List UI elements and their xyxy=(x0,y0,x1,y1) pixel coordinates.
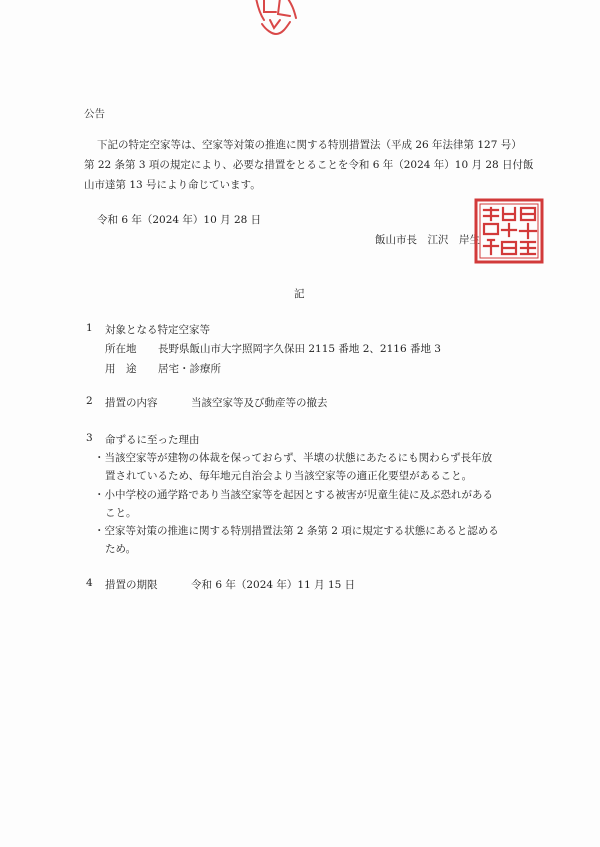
ki-heading: 記 xyxy=(294,288,305,300)
official-seal xyxy=(474,198,544,264)
notice-body-line-1: 下記の特定空家等は、空家等対策の推進に関する特別措置法（平成 26 年法律第 127 号） xyxy=(97,139,522,151)
section-1-number: 1 xyxy=(86,322,93,334)
section-4-title: 措置の期限 xyxy=(105,579,158,591)
reason-bullet-1-line-2: 置されているため、毎年地元自治会より当該空家等の適正化要望があること。 xyxy=(105,470,473,482)
location-label: 所在地 xyxy=(105,343,137,355)
notice-body-line-2: 第 22 条第 3 項の規定により、必要な措置をとることを令和 6 年（2024 年）10 月 28 日付飯 xyxy=(84,159,534,171)
reason-bullet-3-line-1: ・空家等対策の推進に関する特別措置法第 2 条第 2 項に規定する状態にあると認める xyxy=(94,525,499,537)
reason-bullet-2-line-2: こと。 xyxy=(105,507,137,519)
use-label: 用 途 xyxy=(105,363,137,375)
use-value: 居宅・診療所 xyxy=(158,363,221,375)
section-3-title: 命ずるに至った理由 xyxy=(105,434,200,446)
reason-bullet-1-line-1: ・当該空家等が建物の体裁を保っておらず、半壊の状態にあたるにも関わらず長年放 xyxy=(94,452,493,464)
reason-bullet-2-line-1: ・小中学校の通学路であり当該空家等を起因とする被害が児童生徒に及ぶ恐れがある xyxy=(94,489,493,501)
section-4-number: 4 xyxy=(86,577,93,589)
signatory: 飯山市長 江沢 岸生 xyxy=(375,234,480,246)
notice-title: 公告 xyxy=(84,108,105,120)
section-2-number: 2 xyxy=(86,395,93,407)
top-stamp-graphic xyxy=(250,0,302,40)
notice-date: 令和 6 年（2024 年）10 月 28 日 xyxy=(97,214,262,226)
reason-bullet-3-line-2: ため。 xyxy=(105,543,137,555)
section-1-title: 対象となる特定空家等 xyxy=(105,324,210,336)
section-3-number: 3 xyxy=(86,432,93,444)
notice-body-line-3: 山市達第 13 号により命じています。 xyxy=(84,179,261,191)
section-4-value: 令和 6 年（2024 年）11 月 15 日 xyxy=(191,579,356,591)
section-2-value: 当該空家等及び動産等の撤去 xyxy=(191,397,328,409)
section-2-title: 措置の内容 xyxy=(105,397,158,409)
location-value: 長野県飯山市大字照岡字久保田 2115 番地 2、2116 番地 3 xyxy=(158,343,441,355)
